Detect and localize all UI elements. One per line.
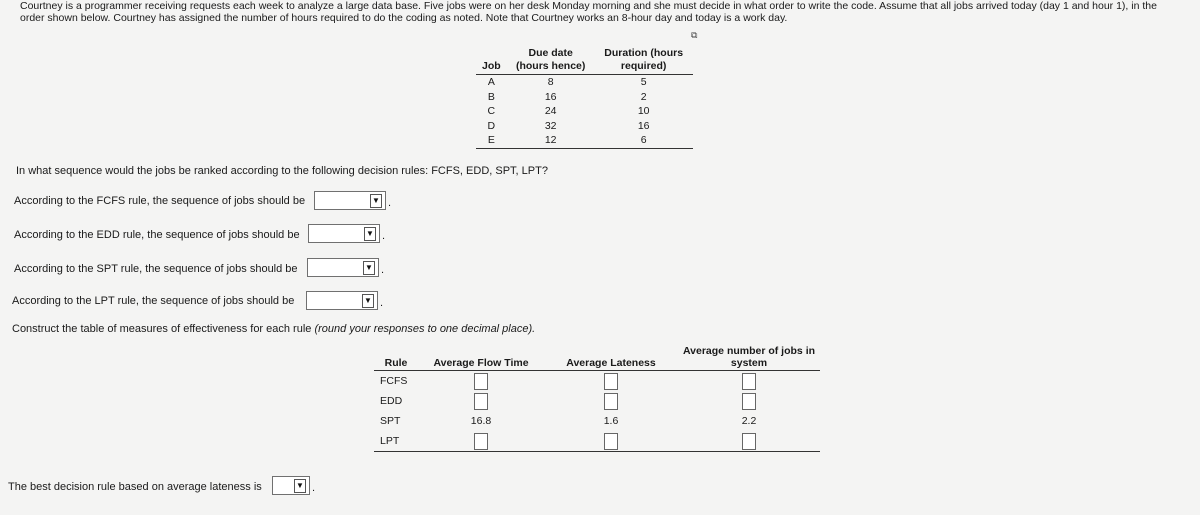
job-id: D (487, 119, 496, 132)
question-text: In what sequence would the jobs be ranked according to the following decision rules: FCFS, EDD, SPT, LPT? (16, 165, 548, 177)
edd-jobs-input[interactable] (742, 393, 756, 410)
period: . (382, 230, 386, 242)
dropdown-arrow-icon: ▼ (363, 261, 375, 275)
period: . (312, 482, 316, 494)
fcfs-sequence-dropdown[interactable] (314, 191, 386, 210)
job-due: 24 (544, 105, 557, 118)
header-avg-jobs-in-system: Average number of jobs in system (678, 346, 820, 371)
table-row (476, 90, 693, 105)
header-rule: Rule (374, 346, 418, 371)
problem-intro: Courtney is a programmer receiving requests each week to analyze a large data base. Five jobs were on her desk Monday morning and she must decide in what order to write the code. Assume that all jobs arrived today (day 1 and hour 1), in the order shown below. Courtney has assigned the number of hours required to do the coding as noted. Note that Courtney works an 8-hour day and today is a work day. (20, 0, 1157, 24)
rule-name: EDD (380, 395, 403, 407)
job-due: 32 (544, 119, 557, 132)
spt-label: According to the SPT rule, the sequence of jobs should be (14, 263, 298, 275)
header-avg-flow-time: Average Flow Time (418, 346, 544, 371)
measures-table (374, 346, 820, 452)
header-job: Job (476, 47, 507, 75)
lpt-label: According to the LPT rule, the sequence of jobs should be (12, 295, 295, 307)
edd-label: According to the EDD rule, the sequence of jobs should be (14, 229, 300, 241)
job-id: C (487, 105, 496, 118)
job-id: B (487, 90, 495, 103)
period: . (380, 297, 384, 309)
dropdown-arrow-icon: ▼ (362, 294, 374, 308)
job-due: 16 (544, 90, 557, 103)
table-row (374, 411, 820, 431)
job-id: A (487, 76, 495, 88)
spt-sequence-dropdown[interactable] (307, 258, 379, 277)
spt-lateness-value: 1.6 (603, 415, 619, 427)
spt-flow-value: 16.8 (470, 415, 492, 427)
lpt-jobs-input[interactable] (742, 433, 756, 450)
job-duration: 5 (640, 76, 647, 88)
fcfs-jobs-input[interactable] (742, 373, 756, 390)
best-rule-label: The best decision rule based on average lateness is (8, 481, 262, 493)
period: . (381, 264, 385, 276)
construct-text: Construct the table of measures of effectiveness for each rule (12, 323, 312, 335)
job-duration: 2 (640, 90, 647, 103)
rule-name: SPT (380, 415, 401, 427)
header-due-date: Due date (hours hence) (507, 47, 595, 75)
edd-lateness-input[interactable] (604, 393, 618, 410)
table-row (374, 391, 820, 411)
fcfs-lateness-input[interactable] (604, 373, 618, 390)
dropdown-arrow-icon: ▼ (370, 194, 382, 208)
lpt-lateness-input[interactable] (604, 433, 618, 450)
table-row (476, 75, 693, 90)
edd-flow-input[interactable] (474, 393, 488, 410)
construct-note: (round your responses to one decimal place). (314, 323, 536, 335)
jobs-table (476, 47, 693, 149)
table-row (476, 119, 693, 134)
job-due: 12 (544, 134, 557, 147)
best-rule-dropdown[interactable] (272, 476, 310, 495)
fcfs-label: According to the FCFS rule, the sequence of jobs should be (14, 195, 306, 207)
spt-jobs-value: 2.2 (741, 415, 757, 427)
fcfs-flow-input[interactable] (474, 373, 488, 390)
table-row (374, 431, 820, 452)
lpt-flow-input[interactable] (474, 433, 488, 450)
construct-instruction (12, 323, 535, 336)
job-duration: 16 (637, 119, 650, 132)
table-row (476, 104, 693, 119)
header-avg-lateness: Average Lateness (544, 346, 678, 371)
table-row (476, 133, 693, 148)
dropdown-arrow-icon: ▼ (294, 479, 306, 493)
job-id: E (487, 134, 495, 147)
job-duration: 6 (640, 134, 647, 147)
edd-sequence-dropdown[interactable] (308, 224, 380, 243)
header-duration: Duration (hours required) (595, 47, 693, 75)
rule-name: LPT (380, 435, 400, 447)
job-due: 8 (547, 76, 554, 88)
dropdown-arrow-icon: ▼ (364, 227, 376, 241)
rule-name: FCFS (380, 375, 408, 387)
lpt-sequence-dropdown[interactable] (306, 291, 378, 310)
job-duration: 10 (637, 105, 650, 118)
clipboard-icon[interactable]: ⧉ (691, 30, 698, 40)
table-row (374, 371, 820, 392)
period: . (388, 197, 392, 209)
